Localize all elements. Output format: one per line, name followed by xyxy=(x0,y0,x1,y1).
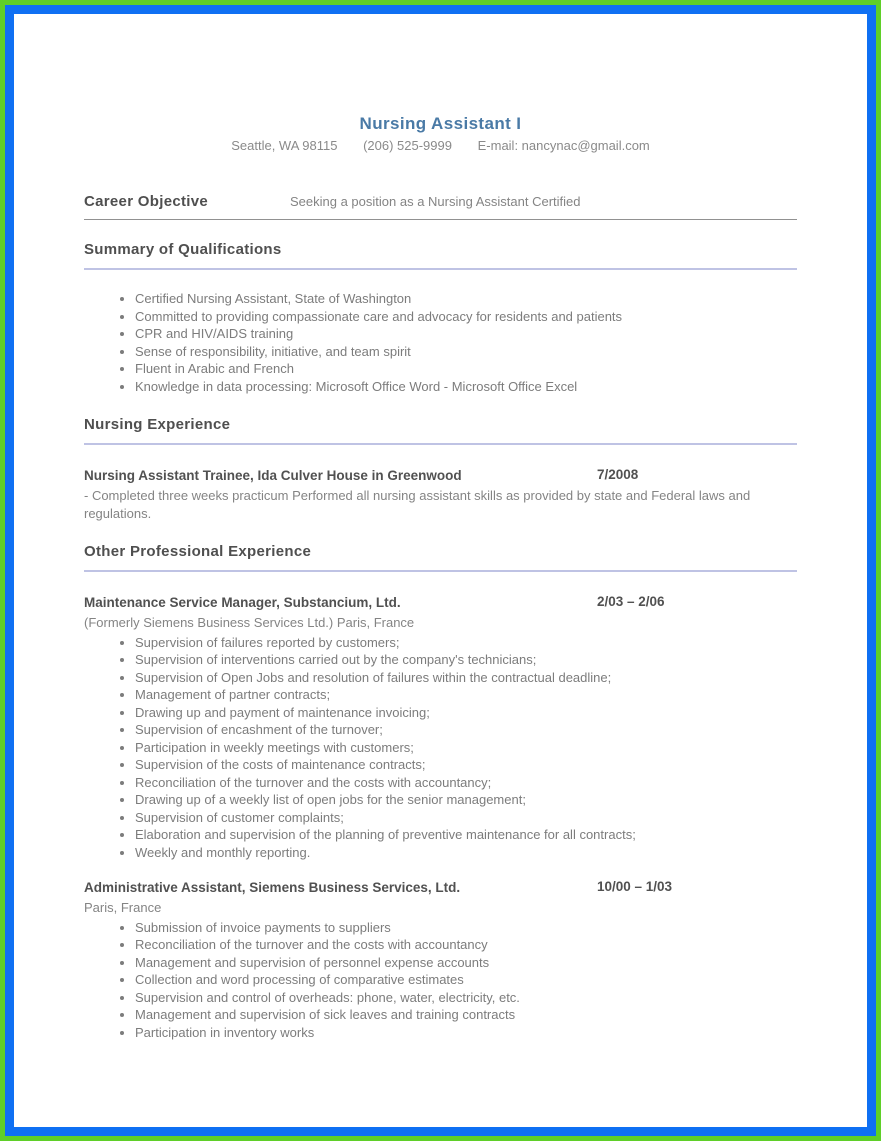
job-subtitle: Paris, France xyxy=(84,900,162,915)
job-title-row xyxy=(84,879,797,897)
job-date: 7/2008 xyxy=(597,467,639,482)
bullet-item: • Weekly and monthly reporting. xyxy=(135,844,797,862)
job-subtitle: (Formerly Siemens Business Services Ltd.) Paris, France xyxy=(84,615,415,630)
nursing-experience-section xyxy=(84,416,797,522)
bullet-item: • Committed to providing compassionate care and advocacy for residents and patients xyxy=(135,308,797,326)
bullet-item: • Supervision and control of overheads: phone, water, electricity, etc. xyxy=(135,989,797,1007)
bullet-item: • Reconciliation of the turnover and the costs with accountancy; xyxy=(135,774,797,792)
nursing-experience-heading: Nursing Experience xyxy=(84,416,797,445)
bullet-item: • Management and supervision of sick leaves and training contracts xyxy=(135,1006,797,1024)
bullet-item: • Sense of responsibility, initiative, and team spirit xyxy=(135,343,797,361)
summary-section xyxy=(84,241,797,395)
job-title-row xyxy=(84,594,797,612)
bullet-item: • Elaboration and supervision of the planning of preventive maintenance for all contracts; xyxy=(135,826,797,844)
bullet-item: • Drawing up of a weekly list of open jobs for the senior management; xyxy=(135,791,797,809)
bullet-item: • Management of partner contracts; xyxy=(135,686,797,704)
contact-phone: (206) 525-9999 xyxy=(363,138,452,153)
job-description: - Completed three weeks practicum Performed all nursing assistant skills as provided by state and Federal laws and regulations. xyxy=(84,488,751,521)
bullet-item: • Drawing up and payment of maintenance invoicing; xyxy=(135,704,797,722)
bullet-item: • Supervision of failures reported by customers; xyxy=(135,634,797,652)
bullet-item: • Supervision of the costs of maintenance contracts; xyxy=(135,756,797,774)
bullet-item: • Submission of invoice payments to suppliers xyxy=(135,919,797,937)
bullet-item: • Supervision of encashment of the turnover; xyxy=(135,721,797,739)
bullet-item: • Certified Nursing Assistant, State of Washington xyxy=(135,290,797,308)
job-title: Maintenance Service Manager, Substancium, Ltd. xyxy=(84,595,401,610)
contact-line xyxy=(84,138,797,153)
job-bullet-list xyxy=(84,634,797,862)
bullet-item: • Participation in weekly meetings with customers; xyxy=(135,739,797,757)
page-border-inner xyxy=(5,5,876,1136)
career-objective-heading: Career Objective xyxy=(84,193,209,210)
bullet-item: • Fluent in Arabic and French xyxy=(135,360,797,378)
page-title: Nursing Assistant I xyxy=(359,114,522,133)
bullet-item: • CPR and HIV/AIDS training xyxy=(135,325,797,343)
bullet-item: • Collection and word processing of comparative estimates xyxy=(135,971,797,989)
career-objective-section xyxy=(84,193,797,220)
resume-page xyxy=(14,14,867,1127)
other-experience-section xyxy=(84,543,797,1041)
bullet-item: • Supervision of interventions carried out by the company's technicians; xyxy=(135,651,797,669)
bullet-item: • Supervision of Open Jobs and resolution of failures within the contractual deadline; xyxy=(135,669,797,687)
job-date: 10/00 – 1/03 xyxy=(597,879,673,894)
career-objective-text: Seeking a position as a Nursing Assistant Certified xyxy=(290,194,581,209)
job-title: Administrative Assistant, Siemens Business Services, Ltd. xyxy=(84,880,461,895)
job-entry xyxy=(84,879,797,1041)
summary-list xyxy=(84,290,797,395)
bullet-item: • Management and supervision of personnel expense accounts xyxy=(135,954,797,972)
summary-heading: Summary of Qualifications xyxy=(84,241,797,270)
bullet-item: • Supervision of customer complaints; xyxy=(135,809,797,827)
other-experience-heading: Other Professional Experience xyxy=(84,543,797,572)
bullet-item: • Knowledge in data processing: Microsoft Office Word - Microsoft Office Excel xyxy=(135,378,797,396)
job-title: Nursing Assistant Trainee, Ida Culver House in Greenwood xyxy=(84,468,462,483)
job-entry xyxy=(84,467,797,522)
job-date: 2/03 – 2/06 xyxy=(597,594,665,609)
bullet-item: • Reconciliation of the turnover and the costs with accountancy xyxy=(135,936,797,954)
contact-email: E-mail: nancynac@gmail.com xyxy=(477,138,650,153)
job-entry xyxy=(84,594,797,861)
job-bullet-list xyxy=(84,919,797,1042)
contact-location: Seattle, WA 98115 xyxy=(231,138,338,153)
job-title-row xyxy=(84,467,797,485)
bullet-item: • Participation in inventory works xyxy=(135,1024,797,1042)
